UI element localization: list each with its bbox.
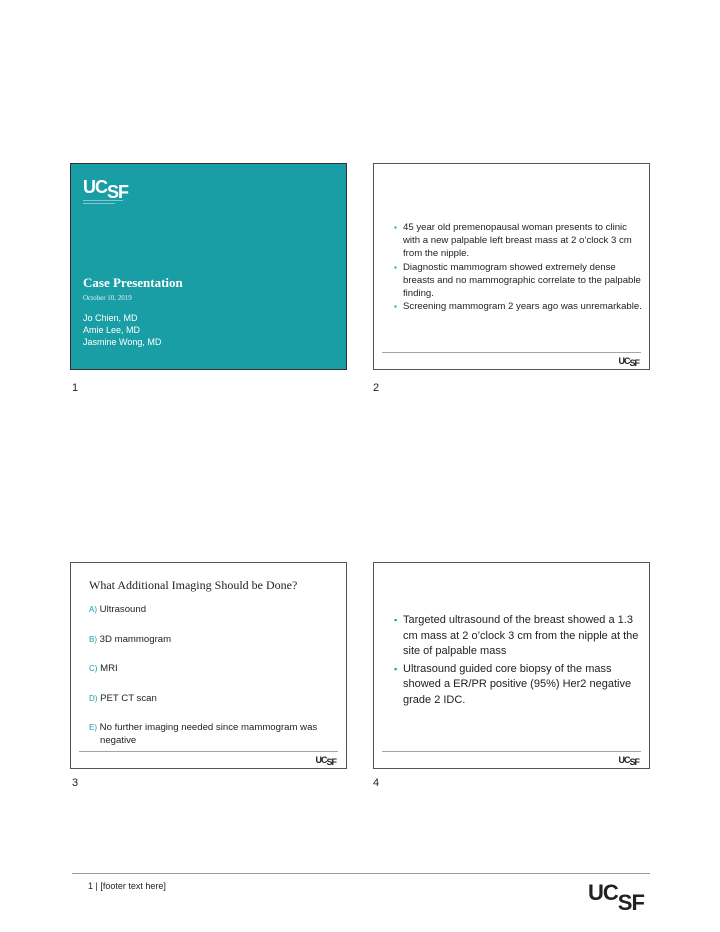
ucsf-logo: UCSF: [315, 755, 336, 767]
slide-1: [70, 163, 347, 370]
author-list: [83, 312, 161, 348]
bullet-item: ▪ Screening mammogram 2 years ago was unremarkable.: [394, 300, 644, 313]
bullet-list: [394, 221, 644, 313]
author: Jasmine Wong, MD: [83, 337, 162, 347]
answer-option: E) No further imaging needed since mammogram was negative: [89, 722, 318, 746]
slide-title: Case Presentation: [83, 275, 183, 290]
logo-subtext-lines: [83, 200, 123, 206]
answer-option: A) Ultrasound: [89, 604, 147, 615]
answer-option: C) MRI: [89, 663, 118, 674]
slide-number: 3: [72, 777, 79, 789]
divider: [382, 751, 641, 752]
slide-number: 1: [72, 382, 79, 394]
slide-4: [373, 562, 650, 769]
divider: [382, 352, 641, 353]
slide-number: 4: [373, 777, 380, 789]
divider: [79, 751, 338, 752]
slide-3: [70, 562, 347, 769]
author: Jo Chien, MD: [83, 313, 138, 323]
footer-text: 1 | [footer text here]: [88, 881, 166, 891]
bullet-item: ▪ Diagnostic mammogram showed extremely dense breasts and no mammographic correlate to the palpable finding.: [394, 261, 644, 301]
bullet-item: ▪ Targeted ultrasound of the breast showed a 1.3 cm mass at 2 o’clock 3 cm from the nipple at the site of palpable mass: [394, 613, 644, 660]
answer-option: B) 3D mammogram: [89, 634, 172, 645]
slide-title: What Additional Imaging Should be Done?: [89, 578, 298, 592]
slide-number: 2: [373, 382, 380, 394]
bullet-item: ▪ Ultrasound guided core biopsy of the mass showed a ER/PR positive (95%) Her2 negative grade 2 IDC.: [394, 662, 644, 709]
footer-divider: [72, 873, 650, 874]
ucsf-logo: UCSF: [618, 356, 639, 368]
ucsf-logo: UCSF: [618, 755, 639, 767]
ucsf-logo: UCSF: [83, 177, 129, 202]
answer-option: D) PET CT scan: [89, 693, 157, 704]
slide-2: [373, 163, 650, 370]
slide-date: October 10, 2019: [83, 294, 132, 302]
bullet-item: ▪ 45 year old premenopausal woman presents to clinic with a new palpable left breast mass at 2 o’clock 3 cm from the nipple.: [394, 221, 644, 261]
ucsf-footer-logo: UCSF: [588, 880, 644, 915]
author: Amie Lee, MD: [83, 325, 141, 335]
bullet-list: [394, 613, 644, 710]
